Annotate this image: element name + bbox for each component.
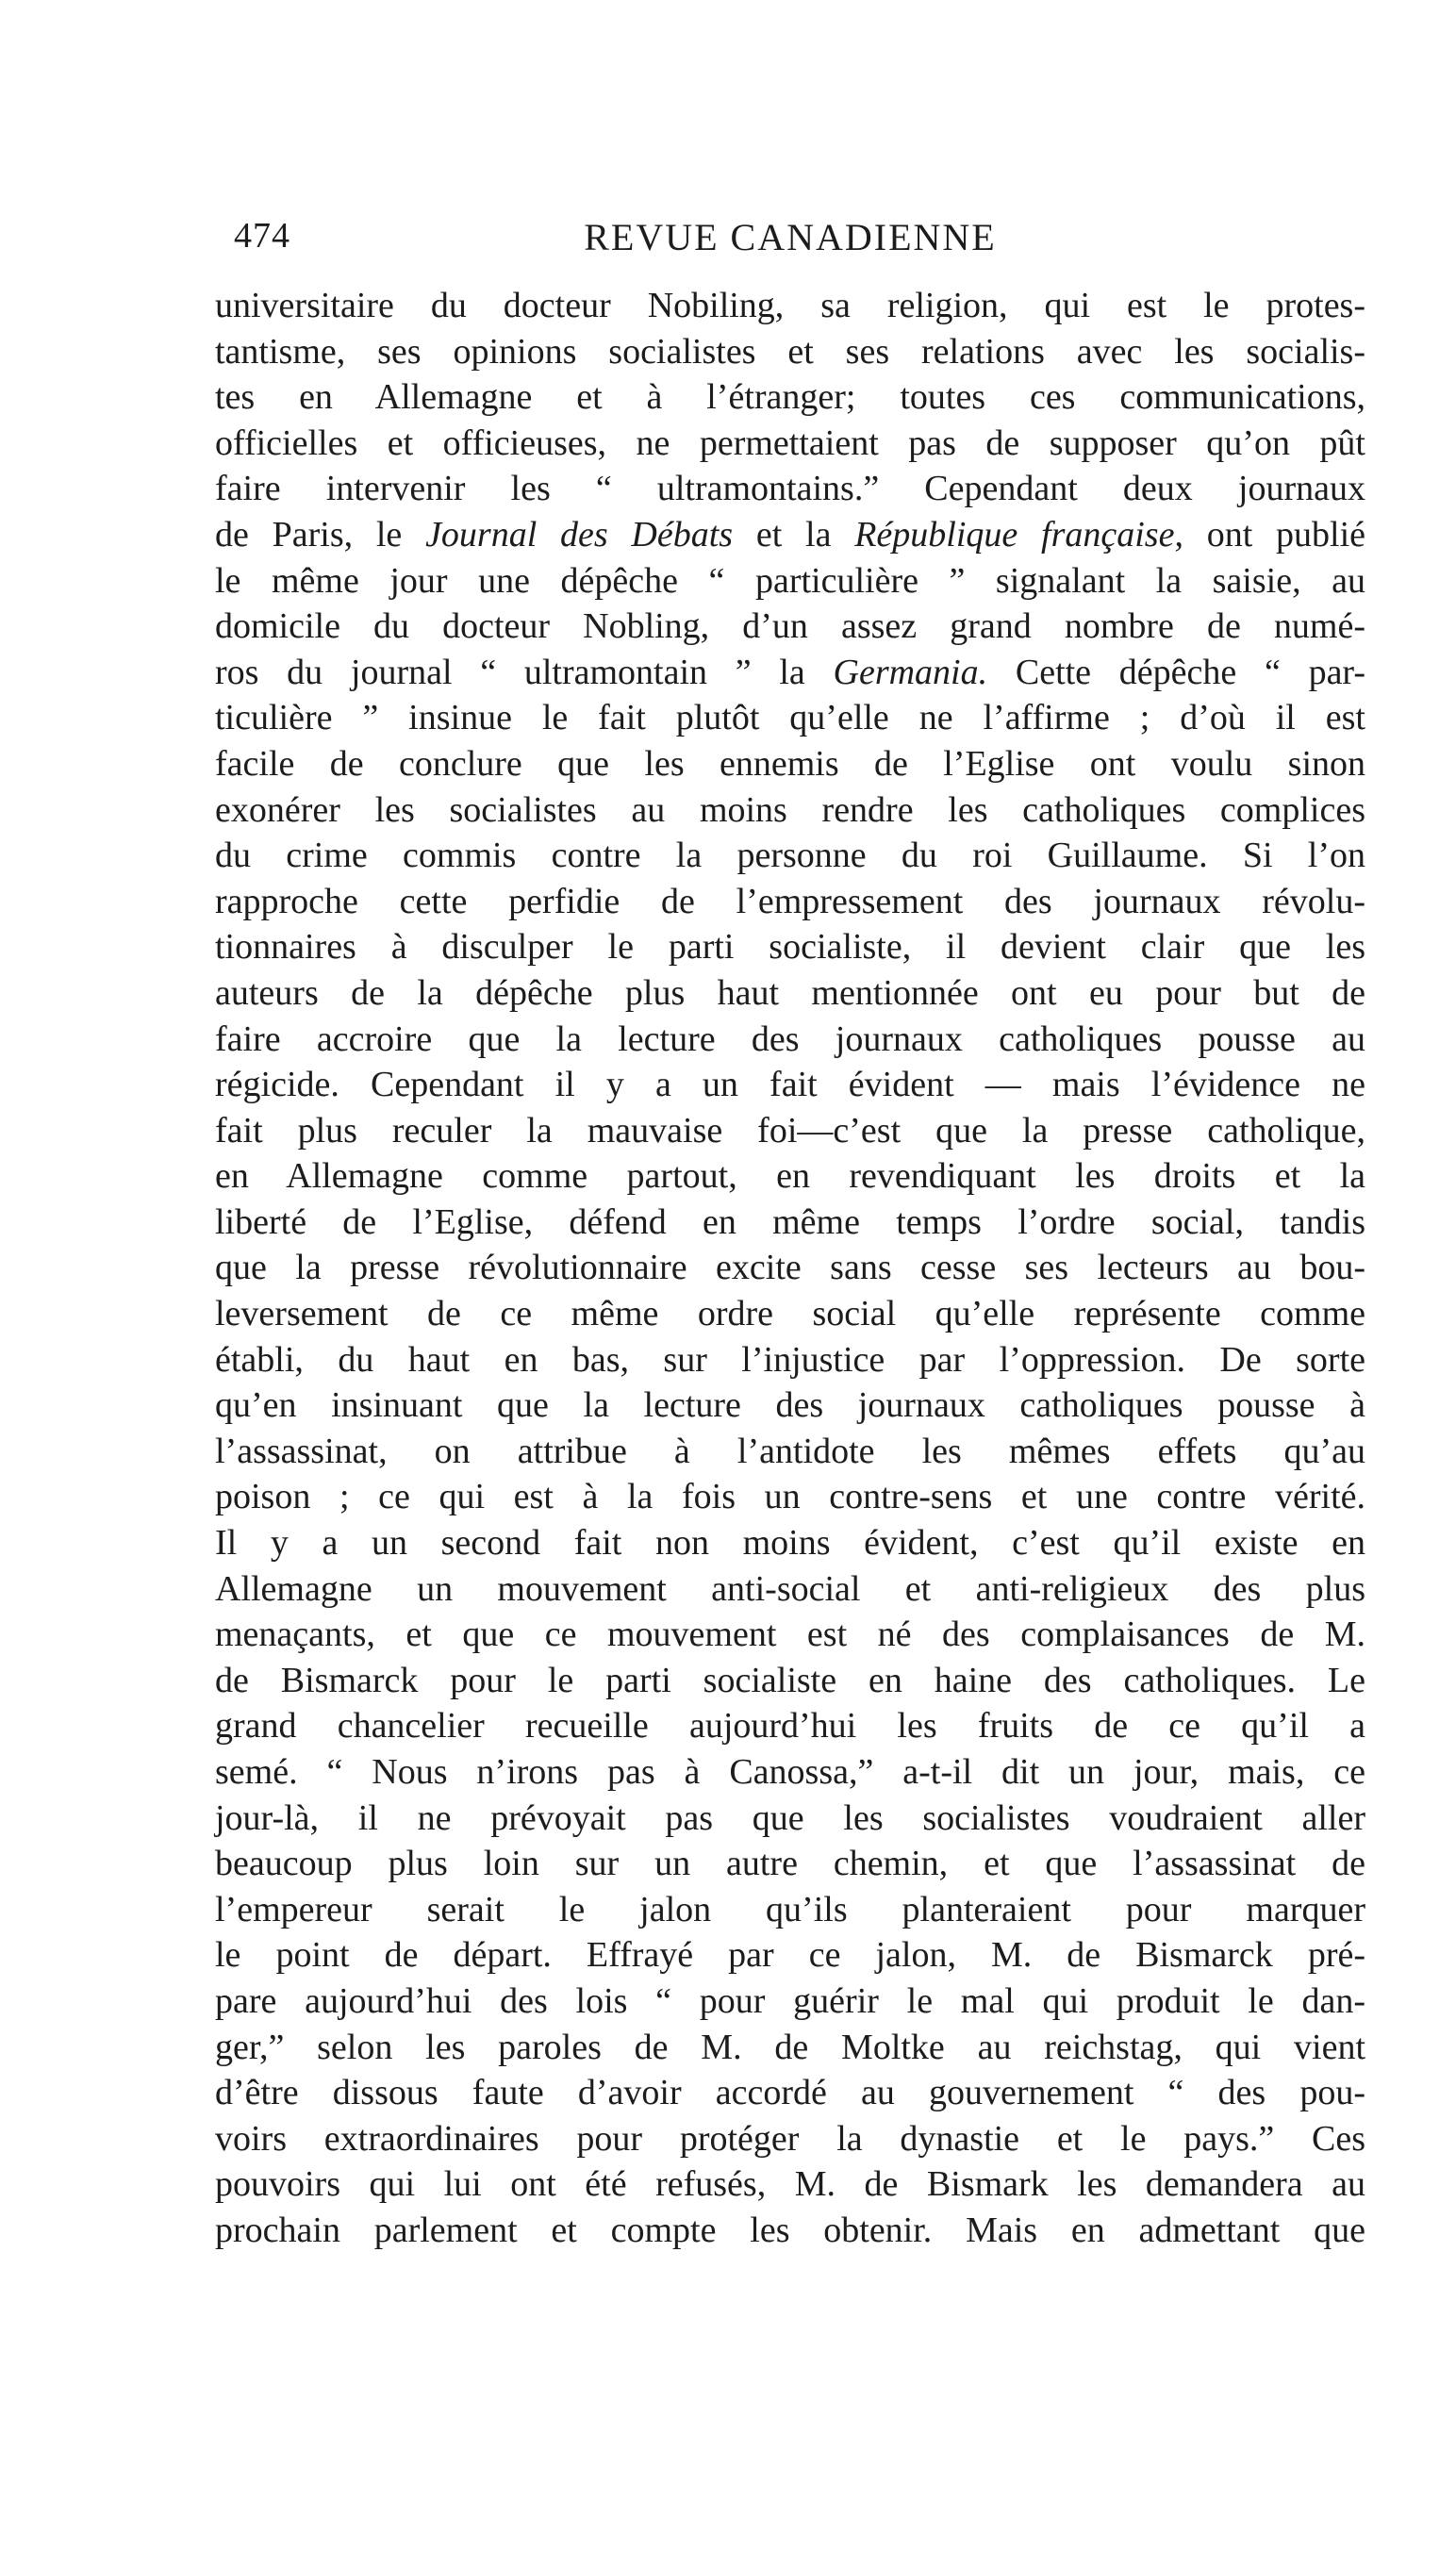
text-line	[215, 1841, 1365, 1887]
text-segment: le même jour une dépêche “ particulière ” signalant la saisie, au	[215, 560, 1365, 601]
text-line	[215, 1429, 1365, 1475]
text-line	[215, 879, 1365, 925]
text-segment: d’être dissous faute d’avoir accordé au gouvernement “ des pou-	[215, 2073, 1365, 2113]
text-segment: de Bismarck pour le parti socialiste en haine des catholiques. Le	[215, 1660, 1365, 1700]
text-segment: , ont publié	[1174, 514, 1365, 555]
text-line	[215, 1291, 1365, 1337]
text-segment: prochain parlement et compte les obtenir. Mais en admettant que	[215, 2210, 1365, 2250]
text-segment: fait plus reculer la mauvaise foi—c’est que la presse catholique,	[215, 1110, 1365, 1151]
text-segment: le point de départ. Effrayé par ce jalon, M. de Bismarck pré-	[215, 1935, 1365, 1976]
text-line	[215, 1200, 1365, 1246]
text-segment: leversement de ce même ordre social qu’elle représente comme	[215, 1294, 1365, 1334]
page-number: 474	[234, 216, 290, 256]
text-segment: officielles et officieuses, ne permettaient pas de supposer qu’on pût	[215, 422, 1365, 463]
text-segment: et la	[733, 514, 855, 555]
text-line	[215, 558, 1365, 604]
body-text	[215, 283, 1365, 2254]
text-segment: tantisme, ses opinions socialistes et ses relations avec les socialis-	[215, 331, 1365, 372]
text-line	[215, 1017, 1365, 1063]
text-segment: pouvoirs qui lui ont été refusés, M. de Bismark les demandera au	[215, 2164, 1365, 2205]
text-line	[215, 421, 1365, 467]
page-header	[215, 215, 1365, 272]
text-line	[215, 970, 1365, 1017]
text-segment: l’assassinat, on attribue à l’antidote les mêmes effets qu’au	[215, 1431, 1365, 1471]
text-segment: ticulière ” insinue le fait plutôt qu’elle ne l’affirme ; d’où il est	[215, 698, 1365, 738]
text-line	[215, 924, 1365, 970]
text-segment: auteurs de la dépêche plus haut mentionnée ont eu pour but de	[215, 972, 1365, 1013]
text-segment: Allemagne un mouvement anti-social et anti-religieux des plus	[215, 1568, 1365, 1609]
text-segment: semé. “ Nous n’irons pas à Canossa,” a-t-il dit un jour, mais, ce	[215, 1752, 1365, 1792]
text-segment: du crime commis contre la personne du roi Guillaume. Si l’on	[215, 836, 1365, 876]
text-line	[215, 1566, 1365, 1613]
text-segment: faire intervenir les “ ultramontains.” Cependant deux journaux	[215, 469, 1365, 509]
text-segment: en Allemagne comme partout, en revendiquant les droits et la	[215, 1156, 1365, 1197]
text-segment: rapproche cette perfidie de l’empressement des journaux révolu-	[215, 881, 1365, 921]
text-line	[215, 741, 1365, 787]
text-segment: ger,” selon les paroles de M. de Moltke au reichstag, qui vient	[215, 2027, 1365, 2067]
text-segment: domicile du docteur Nobling, d’un assez grand nombre de numé-	[215, 606, 1365, 647]
text-line	[215, 1108, 1365, 1154]
text-segment: établi, du haut en bas, sur l’injustice par l’oppression. De sorte	[215, 1339, 1365, 1380]
text-line	[215, 604, 1365, 650]
text-line	[215, 1979, 1365, 2025]
text-line	[215, 1474, 1365, 1520]
text-line	[215, 2208, 1365, 2254]
text-segment: Il y a un second fait non moins évident, c’est qu’il existe en	[215, 1523, 1365, 1564]
text-line	[215, 1337, 1365, 1383]
text-line	[215, 787, 1365, 834]
text-segment: faire accroire que la lecture des journaux catholiques pousse au	[215, 1018, 1365, 1059]
text-line	[215, 466, 1365, 512]
text-line	[215, 1796, 1365, 1842]
text-segment: universitaire du docteur Nobiling, sa religion, qui est le protes-	[215, 286, 1365, 325]
text-line	[215, 695, 1365, 741]
text-line	[215, 1153, 1365, 1200]
text-line	[215, 2025, 1365, 2071]
running-title: REVUE CANADIENNE	[584, 216, 997, 258]
text-line	[215, 650, 1365, 696]
italic-title: Journal des Débats	[425, 514, 734, 555]
text-segment: de Paris, le	[215, 514, 426, 555]
text-segment: menaçants, et que ce mouvement est né des complaisances de M.	[215, 1614, 1365, 1655]
text-segment: liberté de l’Eglise, défend en même temps l’ordre social, tandis	[215, 1201, 1365, 1242]
text-line	[215, 2070, 1365, 2116]
text-line	[215, 1383, 1365, 1429]
text-segment: ros du journal “ ultramontain ” la	[215, 652, 834, 692]
text-line	[215, 512, 1365, 558]
text-segment: beaucoup plus loin sur un autre chemin, et que l’assassinat de	[215, 1844, 1365, 1884]
text-line	[215, 374, 1365, 421]
text-line	[215, 283, 1365, 329]
text-segment: voirs extraordinaires pour protéger la dynastie et le pays.” Ces	[215, 2118, 1365, 2159]
text-line	[215, 833, 1365, 879]
text-line	[215, 1062, 1365, 1108]
text-line	[215, 1749, 1365, 1796]
text-segment: facile de conclure que les ennemis de l’Eglise ont voulu sinon	[215, 743, 1365, 784]
text-line	[215, 1887, 1365, 1933]
text-line	[215, 2116, 1365, 2162]
text-line	[215, 1612, 1365, 1658]
text-segment: l’empereur serait le jalon qu’ils planteraient pour marquer	[215, 1889, 1365, 1929]
text-line	[215, 1932, 1365, 1979]
text-line	[215, 2161, 1365, 2208]
italic-title: Germania.	[833, 652, 988, 692]
text-segment: grand chancelier recueille aujourd’hui les fruits de ce qu’il a	[215, 1706, 1365, 1747]
text-segment: jour-là, il ne prévoyait pas que les socialistes voudraient aller	[215, 1797, 1365, 1838]
text-line	[215, 1245, 1365, 1291]
text-line	[215, 1520, 1365, 1566]
text-segment: pare aujourd’hui des lois “ pour guérir le mal qui produit le dan-	[215, 1980, 1365, 2021]
text-segment: exonérer les socialistes au moins rendre les catholiques complices	[215, 789, 1365, 830]
text-segment: tionnaires à disculper le parti socialiste, il devient clair que les	[215, 927, 1365, 968]
text-line	[215, 329, 1365, 375]
text-segment: poison ; ce qui est à la fois un contre-sens et une contre vérité.	[215, 1477, 1365, 1517]
italic-title: République française	[854, 514, 1175, 555]
text-line	[215, 1658, 1365, 1704]
text-segment: régicide. Cependant il y a un fait évident — mais l’évidence ne	[215, 1065, 1365, 1105]
text-segment: tes en Allemagne et à l’étranger; toutes ces communications,	[215, 377, 1365, 418]
text-segment: Cette dépêche “ par-	[987, 652, 1365, 692]
text-segment: qu’en insinuant que la lecture des journaux catholiques pousse à	[215, 1385, 1365, 1426]
text-segment: que la presse révolutionnaire excite sans cesse ses lecteurs au bou-	[215, 1248, 1365, 1288]
text-line	[215, 1703, 1365, 1749]
